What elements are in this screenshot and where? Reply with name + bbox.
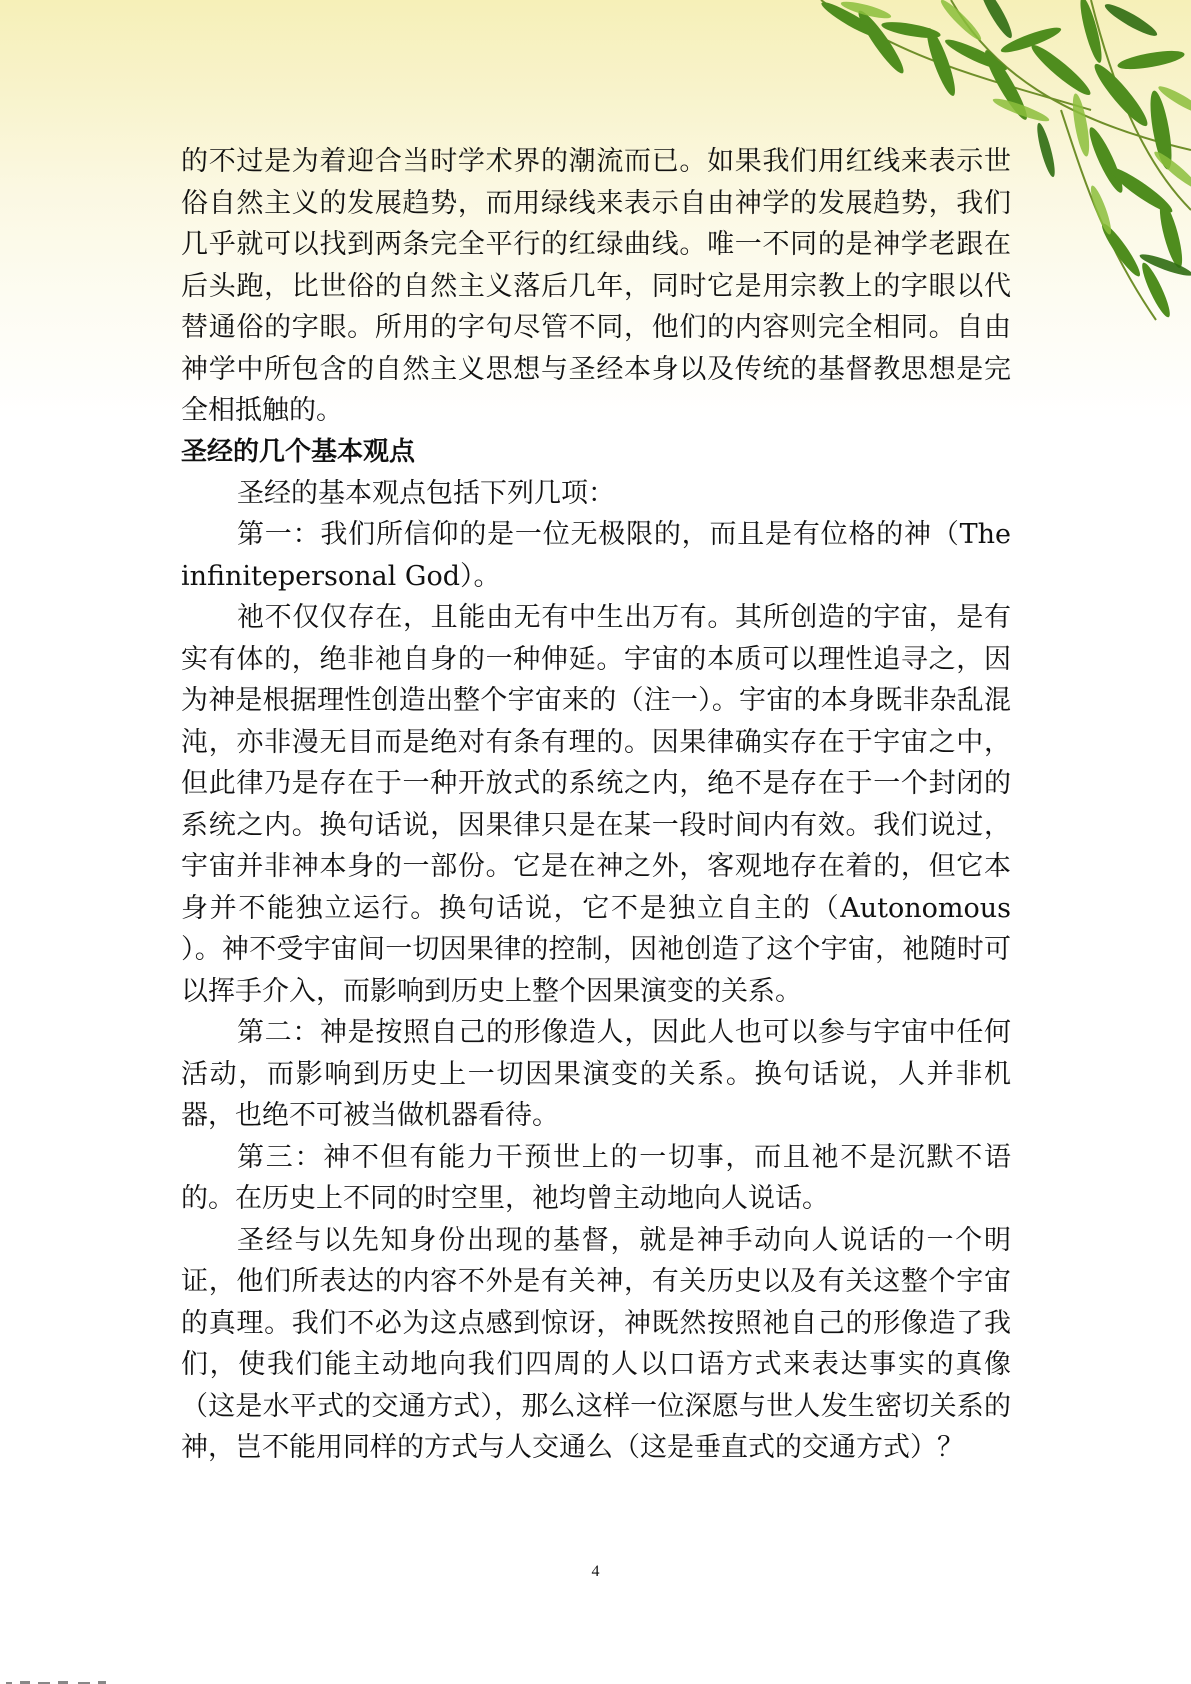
- paragraph: 圣经的基本观点包括下列几项：: [237, 477, 615, 509]
- paragraph: 第三：神不但有能力干预世上的一切事，而且祂不是沉默不语的。在历史上不同的时空里，祂均曾主动地向人说话。: [181, 1141, 1011, 1214]
- paragraph: 圣经与以先知身份出现的基督，就是神手动向人说话的一个明证，他们所表达的内容不外是有关神，有关历史以及有关这整个宇宙的真理。我们不必为这点感到惊讶，神既然按照祂自己的形像造了我们，使我们能主动地向我们四周的人以口语方式来表达事实的真像（这是水平式的交通方式），那么这样一位深愿与世人发生密切关系的神，岂不能用同样的方式与人交通么（这是垂直式的交通方式）？: [181, 1224, 1011, 1463]
- paragraph: 的不过是为着迎合当时学术界的潮流而已。如果我们用红线来表示世俗自然主义的发展趋势，而用绿线来表示自由神学的发展趋势，我们几乎就可以找到两条完全平行的红绿曲线。唯一不同的是神学老跟在后头跑，比世俗的自然主义落后几年，同时它是用宗教上的字眼以代替通俗的字眼。所用的字句尽管不同，他们的内容则完全相同。自由神学中所包含的自然主义思想与圣经本身以及传统的基督教思想是完全相抵触的。: [181, 146, 1011, 426]
- paragraph: 第二：神是按照自己的形像造人，因此人也可以参与宇宙中任何活动，而影响到历史上一切因果演变的关系。换句话说，人并非机器，也绝不可被当做机器看待。: [181, 1017, 1011, 1131]
- document-body: [181, 141, 1011, 1469]
- paragraph: 第一：我们所信仰的是一位无极限的，而且是有位格的神（The infinitepersonal God）。: [181, 519, 1011, 592]
- page-number: 4: [591, 1563, 600, 1580]
- paragraph: 祂不仅仅存在，且能由无有中生出万有。其所创造的宇宙，是有实有体的，绝非祂自身的一种伸延。宇宙的本质可以理性追寻之，因为神是根据理性创造出整个宇宙来的（注一）。宇宙的本身既非杂乱混沌，亦非漫无目而是绝对有条有理的。因果律确实存在于宇宙之中，但此律乃是存在于一种开放式的系统之内，绝不是存在于一个封闭的系统之内。换句话说，因果律只是在某一段时间内有效。我们说过，宇宙并非神本身的一部份。它是在神之外，客观地存在着的，但它本身并不能独立运行。换句话说，它不是独立自主的（Autonomous ）。神不受宇宙间一切因果律的控制，因祂创造了这个宇宙，祂随时可以挥手介入，而影响到历史上整个因果演变的关系。: [181, 602, 1011, 1007]
- section-heading: 圣经的几个基本观点: [181, 436, 416, 467]
- corner-decoration: [2, 1676, 172, 1684]
